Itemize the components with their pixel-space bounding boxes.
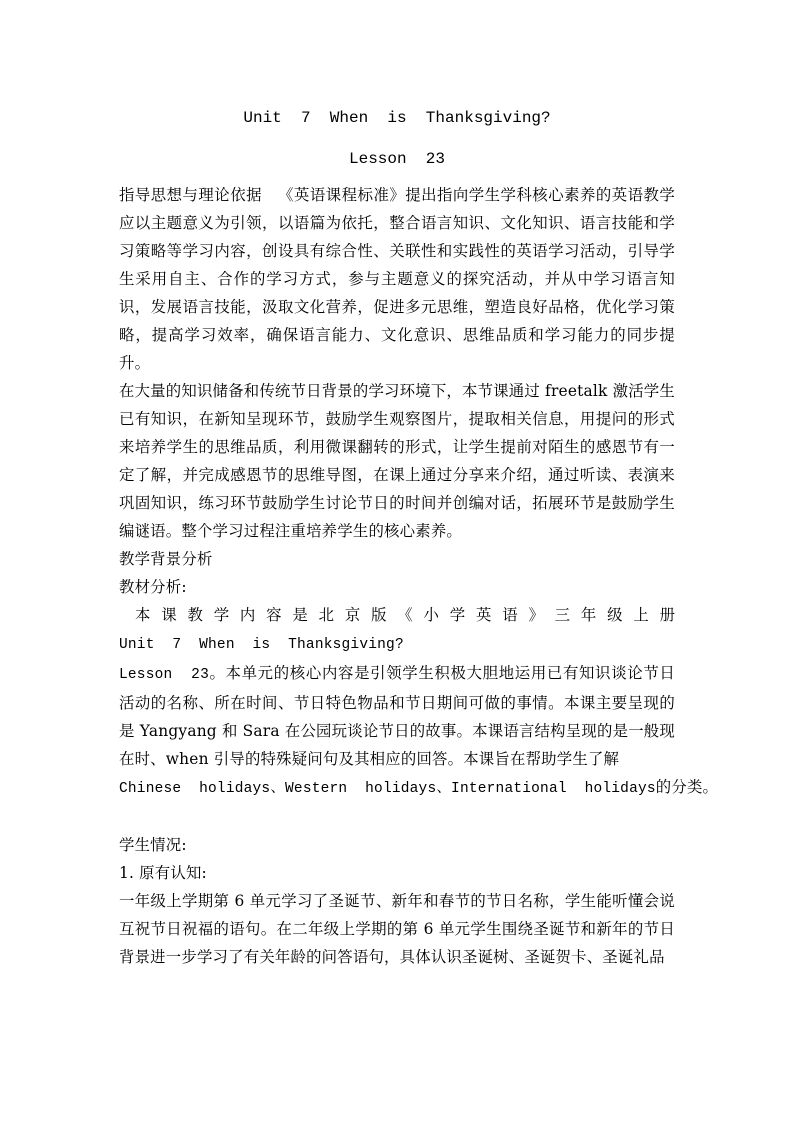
material-end: 的分类。 — [655, 778, 719, 796]
design-paragraph: 在大量的知识储备和传统节日背景的学习环境下，本节课通过 freetalk 激活学生已有知识，在新知呈现环节，鼓励学生观察图片，提取相关信息，用提问的形式来培养学生的思维品质，利用微课翻转的形式，让学生提前对陌生的感恩节有一定了解，并完成感恩节的思维导图，在课上通过分享来介绍，通过听读、表演来巩固知识，练习环节鼓励学生讨论节日的时间并创编对话，拓展环节是鼓励学生编谜语。整个学习过程注重培养学生的核心素养。 — [119, 382, 675, 540]
guiding-text: 《英语课程标准》提出指向学生学科核心素养的英语教学应以主题意义为引领，以语篇为依托，整合语言知识、文化知识、语言技能和学习策略等学习内容，创设具有综合性、关联性和实践性的英语学习活动，引导学生采用自主、合作的学习方式，参与主题意义的探究活动，并从中学习语言知识，发展语言技能，汲取文化营养，促进多元思维，塑造良好品格，优化学习策略，提高学习效率，确保语言能力、文化意识、思维品质和学习能力的同步提升。 — [119, 186, 675, 372]
guiding-paragraph — [119, 181, 675, 377]
material-unit: Unit 7 When is Thanksgiving? — [119, 637, 404, 653]
spacer — [119, 803, 675, 831]
material-lesson: Lesson 23 — [119, 667, 209, 683]
material-text: 。本单元的核心内容是引领学生积极大胆地运用已有知识谈论节日活动的名称、所在时间、节日特色物品和节日期间可做的事情。本课主要呈现的是 Yangyang 和 Sara 在公园玩谈论节日的故事。本课语言结构呈现的是一般现在时、when 引导的特殊疑问句及其相应的回答。本课旨在帮助学生了解 — [119, 664, 675, 768]
material-unit-line — [119, 629, 675, 659]
guiding-label: 指导思想与理论依据 — [119, 186, 262, 204]
item1-label: 1. 原有认知: — [119, 864, 207, 882]
document-page — [119, 100, 719, 971]
background-heading: 教学背景分析 — [119, 550, 213, 568]
unit-title: Unit 7 When is Thanksgiving? — [243, 109, 551, 127]
students-heading: 学生情况: — [119, 836, 187, 854]
item1-paragraph: 一年级上学期第 6 单元学习了圣诞节、新年和春节的节日名称，学生能听懂会说互祝节日祝福的语句。在二年级上学期的第 6 单元学生围绕圣诞节和新年的节日背景进一步学习了有关年龄的问答语句，具体认识圣诞树、圣诞贺卡、圣诞礼品 — [119, 892, 675, 966]
material-paragraph — [119, 659, 675, 773]
material-line: 本课教学内容是北京版《小学英语》三年级上册 — [135, 606, 675, 624]
material-label: 教材分析: — [119, 578, 187, 596]
lesson-title: Lesson 23 — [348, 150, 445, 168]
material-holidays-line — [119, 773, 719, 803]
material-holidays: Chinese holidays、Western holidays、International holidays — [119, 781, 656, 797]
